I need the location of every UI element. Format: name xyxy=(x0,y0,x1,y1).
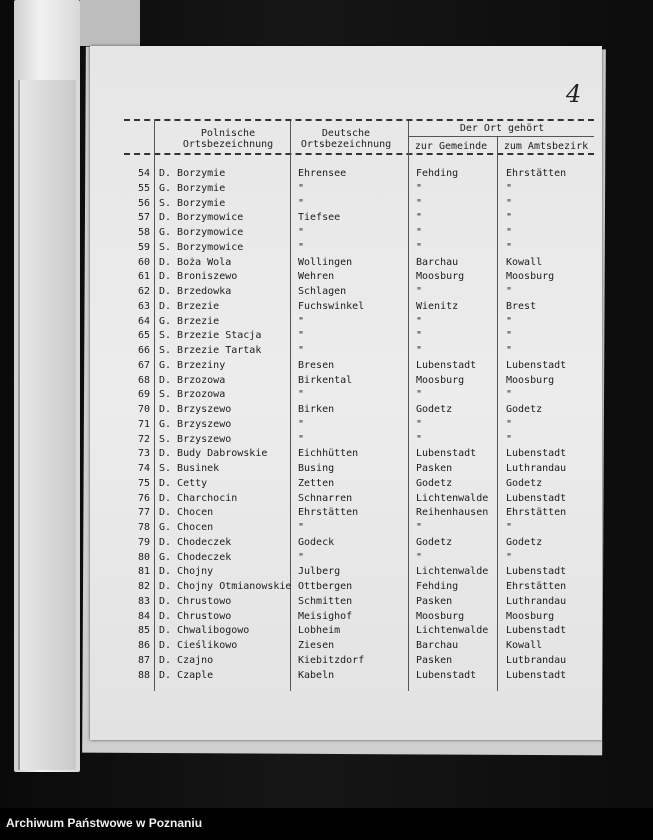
row-number: 63 xyxy=(137,300,150,312)
polish-name: D. Czaple xyxy=(159,669,214,681)
gemeinde-name: " xyxy=(416,389,423,401)
polish-name: D. Chwalibogowo xyxy=(159,625,250,637)
gemeinde-name: " xyxy=(416,551,423,563)
gemeinde-name: " xyxy=(416,286,423,297)
polish-name: G. Brzezie xyxy=(159,315,220,327)
row-number: 54 xyxy=(137,168,150,179)
gemeinde-name: Moosburg xyxy=(416,374,465,386)
table-row xyxy=(126,418,596,433)
gemeinde-name: " xyxy=(416,330,423,342)
row-number: 56 xyxy=(137,197,150,209)
german-name: Ehrstätten xyxy=(298,507,359,519)
row-number: 81 xyxy=(137,566,150,578)
table-row xyxy=(126,654,596,669)
gemeinde-name: " xyxy=(416,418,423,430)
amtsbezirk-name: " xyxy=(506,212,513,224)
amtsbezirk-name: Ehrstätten xyxy=(506,581,567,592)
table-row xyxy=(126,344,596,359)
gemeinde-name: Wienitz xyxy=(416,300,459,312)
gemeinde-name: " xyxy=(416,241,423,253)
gemeinde-name: " xyxy=(416,315,423,327)
german-name: Bresen xyxy=(298,359,335,371)
row-number: 59 xyxy=(137,241,150,253)
gemeinde-name: Godetz xyxy=(416,404,453,415)
amtsbezirk-name: " xyxy=(506,330,513,342)
german-name: Godeck xyxy=(298,536,335,548)
gemeinde-name: Fehding xyxy=(416,168,459,179)
gemeinde-name: Lichtenwalde xyxy=(416,625,489,637)
polish-name: S. Borzymie xyxy=(159,197,226,209)
polish-name: D. Czajno xyxy=(159,654,214,666)
polish-name: D. Borzymowice xyxy=(159,212,244,224)
amtsbezirk-name: " xyxy=(506,182,513,194)
place-names-table xyxy=(126,167,596,683)
row-number: 70 xyxy=(137,404,150,415)
german-name: Wehren xyxy=(298,271,335,283)
polish-name: G. Brzyszewo xyxy=(159,418,232,430)
german-name: Eichhütten xyxy=(298,448,359,460)
amtsbezirk-name: " xyxy=(506,433,513,445)
polish-name: G. Borzymie xyxy=(159,182,226,194)
gemeinde-name: " xyxy=(416,345,423,356)
amtsbezirk-name: Lubenstadt xyxy=(506,492,567,504)
german-name: Lobheim xyxy=(298,625,341,637)
row-number: 69 xyxy=(137,389,150,401)
polish-name: S. Brzezie Tartak xyxy=(159,345,262,356)
amtsbezirk-name: " xyxy=(506,227,513,238)
table-row xyxy=(126,315,596,330)
gemeinde-name: Barchau xyxy=(416,640,459,651)
row-number: 76 xyxy=(137,492,150,504)
polish-name: D. Budy Dabrowskie xyxy=(159,448,268,460)
gemeinde-name: Lubenstadt xyxy=(416,359,477,371)
polish-name: G. Brzeziny xyxy=(159,359,226,371)
german-name: Wollingen xyxy=(298,256,353,268)
gemeinde-name: Lubenstadt xyxy=(416,448,477,460)
german-name: Meisighof xyxy=(298,610,353,622)
row-number: 62 xyxy=(137,286,150,297)
gemeinde-name: Godetz xyxy=(416,536,453,548)
polish-name: D. Brzozowa xyxy=(159,374,226,386)
german-name: Schlagen xyxy=(298,286,347,297)
gemeinde-name: " xyxy=(416,197,423,209)
amtsbezirk-name: Moosburg xyxy=(506,271,555,283)
gemeinde-name: Pasken xyxy=(416,654,453,666)
row-number: 71 xyxy=(137,418,150,430)
table-row xyxy=(126,270,596,285)
header-polish-name: Polnische Ortsbezeichnung xyxy=(182,128,274,150)
row-number: 60 xyxy=(137,256,150,268)
polish-name: D. Brzezie xyxy=(159,300,220,312)
table-row xyxy=(126,359,596,374)
amtsbezirk-name: Moosburg xyxy=(506,374,555,386)
german-name: " xyxy=(298,345,305,356)
polish-name: D. Chojny Otmianowskie xyxy=(159,581,292,592)
amtsbezirk-name: Ehrstätten xyxy=(506,168,567,179)
header-gemeinde: zur Gemeinde xyxy=(414,141,488,152)
german-name: Tiefsee xyxy=(298,212,341,224)
gemeinde-name: " xyxy=(416,433,423,445)
amtsbezirk-name: Godetz xyxy=(506,404,543,415)
amtsbezirk-name: Brest xyxy=(506,300,537,312)
amtsbezirk-name: Moosburg xyxy=(506,610,555,622)
table-row xyxy=(126,477,596,492)
amtsbezirk-name: Lutbrandau xyxy=(506,654,567,666)
header-group-line xyxy=(408,136,594,137)
archive-credit: Archiwum Państwowe w Poznaniu xyxy=(6,816,203,830)
header-amtsbezirk: zum Amtsbezirk xyxy=(503,141,589,152)
row-number: 79 xyxy=(137,536,150,548)
amtsbezirk-name: " xyxy=(506,522,513,533)
german-name: Ziesen xyxy=(298,640,335,651)
amtsbezirk-name: " xyxy=(506,315,513,327)
amtsbezirk-name: " xyxy=(506,241,513,253)
table-row xyxy=(126,388,596,403)
german-name: Kiebitzdorf xyxy=(298,654,365,666)
row-number: 72 xyxy=(137,433,150,445)
german-name: " xyxy=(298,522,305,533)
header-group: Der Ort gehört xyxy=(459,123,545,134)
amtsbezirk-name: Godetz xyxy=(506,536,543,548)
gemeinde-name: " xyxy=(416,212,423,224)
table-row xyxy=(126,182,596,197)
background-sheet-left-inner xyxy=(18,80,76,770)
german-name: " xyxy=(298,315,305,327)
row-number: 58 xyxy=(137,227,150,238)
document-page xyxy=(90,46,602,740)
table-row xyxy=(126,433,596,448)
row-number: 83 xyxy=(137,595,150,607)
gemeinde-name: Pasken xyxy=(416,595,453,607)
gemeinde-name: " xyxy=(416,522,423,533)
amtsbezirk-name: Lubenstadt xyxy=(506,359,567,371)
amtsbezirk-name: Kowall xyxy=(506,640,543,651)
polish-name: D. Chojny xyxy=(159,566,214,578)
polish-name: D. Brzyszewo xyxy=(159,404,232,415)
polish-name: S. Businek xyxy=(159,463,220,474)
amtsbezirk-name: " xyxy=(506,197,513,209)
row-number: 66 xyxy=(137,345,150,356)
table-row xyxy=(126,285,596,300)
row-number: 78 xyxy=(137,522,150,533)
table-row xyxy=(126,211,596,226)
table-row xyxy=(126,565,596,580)
amtsbezirk-name: " xyxy=(506,389,513,401)
table-row xyxy=(126,610,596,625)
german-name: Schnarren xyxy=(298,492,353,504)
table-row xyxy=(126,300,596,315)
german-name: Zetten xyxy=(298,477,335,489)
row-number: 64 xyxy=(137,315,150,327)
row-number: 75 xyxy=(137,477,150,489)
german-name: Julberg xyxy=(298,566,341,578)
row-number: 80 xyxy=(137,551,150,563)
amtsbezirk-name: Ehrstätten xyxy=(506,507,567,519)
background-sheet-top xyxy=(80,0,140,46)
polish-name: G. Chodeczek xyxy=(159,551,232,563)
polish-name: D. Boża Wola xyxy=(159,256,232,268)
row-number: 55 xyxy=(137,182,150,194)
table-row xyxy=(126,256,596,271)
gemeinde-name: Moosburg xyxy=(416,610,465,622)
row-number: 74 xyxy=(137,463,150,474)
row-number: 73 xyxy=(137,448,150,460)
amtsbezirk-name: Kowall xyxy=(506,256,543,268)
row-number: 85 xyxy=(137,625,150,637)
table-row xyxy=(126,447,596,462)
gemeinde-name: Lichtenwalde xyxy=(416,492,489,504)
gemeinde-name: " xyxy=(416,227,423,238)
row-number: 86 xyxy=(137,640,150,651)
polish-name: D. Cetty xyxy=(159,477,208,489)
table-row xyxy=(126,403,596,418)
header-german-name: Deutsche Ortsbezeichnung xyxy=(300,128,392,150)
table-row xyxy=(126,197,596,212)
row-number: 67 xyxy=(137,359,150,371)
german-name: " xyxy=(298,418,305,430)
german-name: Birken xyxy=(298,404,335,415)
polish-name: S. Brzozowa xyxy=(159,389,226,401)
amtsbezirk-name: Lubenstadt xyxy=(506,448,567,460)
polish-name: D. Brzedowka xyxy=(159,286,232,297)
polish-name: D. Chocen xyxy=(159,507,214,519)
polish-name: D. Broniszewo xyxy=(159,271,238,283)
table-row xyxy=(126,639,596,654)
german-name: Busing xyxy=(298,463,335,474)
row-number: 65 xyxy=(137,330,150,342)
amtsbezirk-name: " xyxy=(506,418,513,430)
amtsbezirk-name: Luthrandau xyxy=(506,595,567,607)
table-row xyxy=(126,492,596,507)
header-rule-bottom xyxy=(124,153,594,155)
table-row xyxy=(126,167,596,182)
polish-name: S. Borzymowice xyxy=(159,241,244,253)
table-row xyxy=(126,551,596,566)
table-row xyxy=(126,329,596,344)
polish-name: D. Charchocin xyxy=(159,492,238,504)
gemeinde-name: Moosburg xyxy=(416,271,465,283)
gemeinde-name: Pasken xyxy=(416,463,453,474)
amtsbezirk-name: Luthrandau xyxy=(506,463,567,474)
polish-name: D. Borzymie xyxy=(159,168,226,179)
polish-name: S. Brzezie Stacja xyxy=(159,330,262,342)
header-rule-top xyxy=(124,119,594,121)
amtsbezirk-name: " xyxy=(506,345,513,356)
table-row xyxy=(126,595,596,610)
table-row xyxy=(126,521,596,536)
gemeinde-name: Barchau xyxy=(416,256,459,268)
table-row xyxy=(126,580,596,595)
german-name: " xyxy=(298,241,305,253)
gemeinde-name: " xyxy=(416,182,423,194)
gemeinde-name: Fehding xyxy=(416,581,459,592)
german-name: " xyxy=(298,197,305,209)
amtsbezirk-name: Lubenstadt xyxy=(506,625,567,637)
row-number: 61 xyxy=(137,271,150,283)
polish-name: G. Chocen xyxy=(159,522,214,533)
table-row xyxy=(126,669,596,684)
amtsbezirk-name: Godetz xyxy=(506,477,543,489)
row-number: 68 xyxy=(137,374,150,386)
amtsbezirk-name: Lubenstadt xyxy=(506,566,567,578)
german-name: Ottbergen xyxy=(298,581,353,592)
polish-name: G. Borzymowice xyxy=(159,227,244,238)
german-name: " xyxy=(298,389,305,401)
polish-name: D. Chrustowo xyxy=(159,610,232,622)
polish-name: D. Chrustowo xyxy=(159,595,232,607)
table-row xyxy=(126,536,596,551)
row-number: 57 xyxy=(137,212,150,224)
german-name: Ehrensee xyxy=(298,168,347,179)
amtsbezirk-name: " xyxy=(506,286,513,297)
table-row xyxy=(126,374,596,389)
german-name: Birkental xyxy=(298,374,353,386)
row-number: 88 xyxy=(137,669,150,681)
gemeinde-name: Reihenhausen xyxy=(416,507,489,519)
table-row xyxy=(126,506,596,521)
german-name: " xyxy=(298,551,305,563)
table-row xyxy=(126,226,596,241)
polish-name: D. Cieślikowo xyxy=(159,640,238,651)
german-name: " xyxy=(298,227,305,238)
german-name: Kabeln xyxy=(298,669,335,681)
table-row xyxy=(126,624,596,639)
german-name: " xyxy=(298,330,305,342)
amtsbezirk-name: Lubenstadt xyxy=(506,669,567,681)
german-name: Schmitten xyxy=(298,595,353,607)
german-name: Fuchswinkel xyxy=(298,300,365,312)
amtsbezirk-name: " xyxy=(506,551,513,563)
row-number: 84 xyxy=(137,610,150,622)
row-number: 77 xyxy=(137,507,150,519)
gemeinde-name: Lichtenwalde xyxy=(416,566,489,578)
polish-name: S. Brzyszewo xyxy=(159,433,232,445)
gemeinde-name: Lubenstadt xyxy=(416,669,477,681)
german-name: " xyxy=(298,182,305,194)
row-number: 87 xyxy=(137,654,150,666)
gemeinde-name: Godetz xyxy=(416,477,453,489)
page-number: 4 xyxy=(566,80,582,108)
table-row xyxy=(126,241,596,256)
row-number: 82 xyxy=(137,581,150,592)
polish-name: D. Chodeczek xyxy=(159,536,232,548)
table-row xyxy=(126,462,596,477)
german-name: " xyxy=(298,433,305,445)
